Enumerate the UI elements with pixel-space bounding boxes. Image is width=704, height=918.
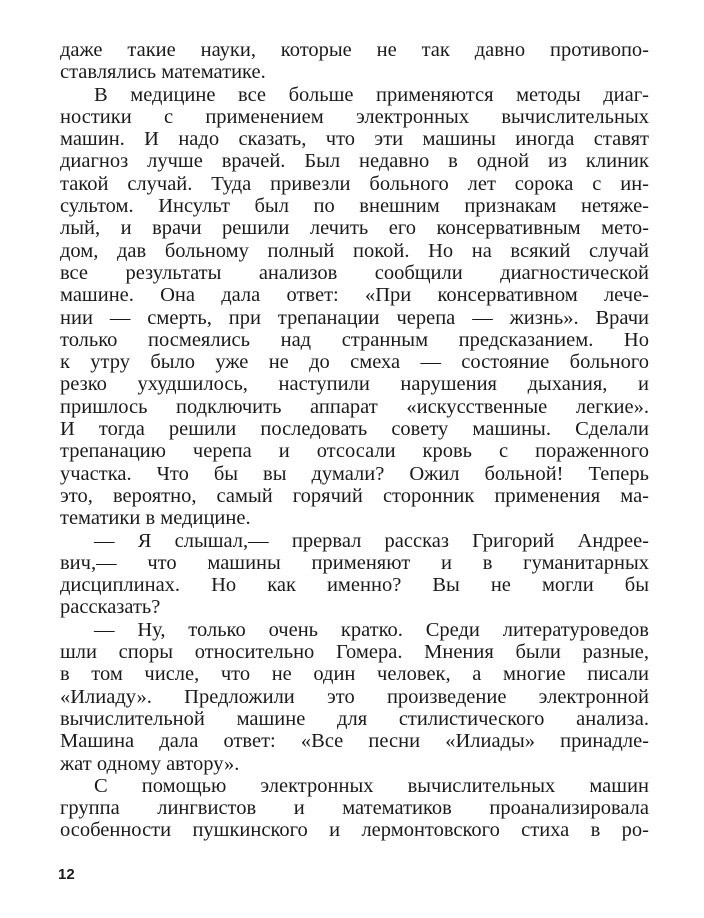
text-line: машине. Она дала ответ: «При консервативном лече-: [60, 284, 649, 307]
text-line: даже такие науки, которые не так давно противопо-: [60, 39, 649, 61]
text-line: — Ну, только очень кратко. Среди литературоведов: [94, 618, 649, 641]
text-line: тематики в медицине.: [60, 507, 251, 530]
text-line: лый, и врачи решили лечить его консервативным мето-: [60, 217, 649, 240]
text-line: трепанацию черепа и отсосали кровь с пораженного: [60, 440, 649, 463]
text-line: И тогда решили последовать совету машины. Сделали: [60, 418, 649, 441]
text-line: С помощью электронных вычислительных машин: [94, 774, 649, 797]
text-body: [60, 39, 649, 842]
text-line: только посмеялись над странным предсказанием. Но: [60, 328, 649, 351]
text-line: нии — смерть, при трепанации черепа — жизнь». Врачи: [60, 306, 649, 329]
text-line: жат одному автору».: [60, 752, 240, 775]
text-line: участка. Что бы вы думали? Ожил больной! Теперь: [60, 462, 649, 485]
text-line: все результаты анализов сообщили диагностической: [60, 261, 649, 284]
text-line: сультом. Инсульт был по внешним признакам нетяже-: [60, 195, 649, 218]
text-line: такой случай. Туда привезли больного лет сорока с ин-: [60, 172, 649, 195]
text-line: это, вероятно, самый горячий сторонник применения ма-: [60, 484, 649, 507]
text-line: пришлось подключить аппарат «искусственные легкие».: [60, 395, 649, 418]
text-line: резко ухудшилось, наступили нарушения дыхания, и: [60, 373, 649, 396]
text-line: в том числе, что не один человек, а многие писали: [60, 663, 649, 686]
text-line: В медицине все больше применяются методы диаг-: [94, 83, 649, 106]
page-number: 12: [58, 866, 75, 883]
text-line: дисциплинах. Но как именно? Вы не могли бы: [60, 574, 649, 597]
text-line: Машина дала ответ: «Все песни «Илиады» принадле-: [60, 730, 649, 753]
text-line: — Я слышал,— прервал рассказ Григорий Андрее-: [94, 529, 649, 552]
text-line: особенности пушкинского и лермонтовского стиха в ро-: [60, 819, 649, 842]
paragraph: [60, 530, 649, 619]
text-line: рассказать?: [60, 596, 161, 619]
text-line: вычислительной машине для стилистического анализа.: [60, 707, 649, 730]
text-line: «Илиаду». Предложили это произведение электронной: [60, 685, 649, 708]
text-line: шли споры относительно Гомера. Мнения были разные,: [60, 641, 649, 664]
text-line: к утру было уже не до смеха — состояние больного: [60, 351, 649, 374]
text-line: группа лингвистов и математиков проанализировала: [60, 797, 649, 820]
text-line: вич,— что машины применяют и в гуманитарных: [60, 551, 649, 574]
text-line: машин. И надо сказать, что эти машины иногда ставят: [60, 128, 649, 151]
paragraph: [60, 84, 649, 530]
text-line: ставлялись математике.: [60, 61, 266, 84]
paragraph: [60, 619, 649, 775]
text-line: ностики с применением электронных вычислительных: [60, 105, 649, 128]
text-line: дом, дав больному полный покой. Но на всякий случай: [60, 239, 649, 262]
paragraph: [60, 775, 649, 842]
text-line: диагноз лучше врачей. Был недавно в одной из клиник: [60, 150, 649, 173]
paragraph: [60, 39, 649, 84]
